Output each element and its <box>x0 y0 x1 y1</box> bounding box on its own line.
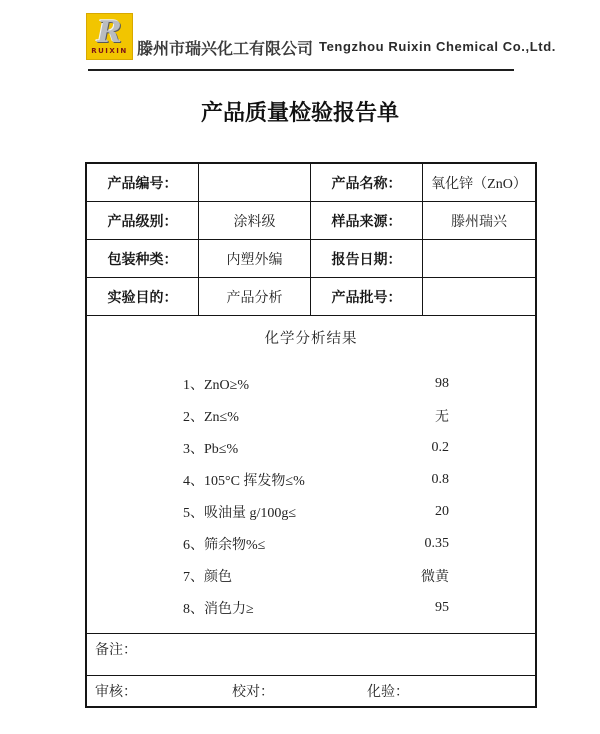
remark-label: 备注： <box>95 643 137 658</box>
company-logo <box>86 13 133 60</box>
value-report-date <box>423 240 535 278</box>
item-name: 7、颜色 <box>183 570 232 585</box>
label-report-date: 报告日期： <box>311 240 423 278</box>
analysis-item-zn <box>183 400 449 432</box>
analysis-section <box>87 316 535 634</box>
analysis-item-zno <box>183 368 449 400</box>
value-batch-number <box>423 278 535 316</box>
label-test-purpose: 实验目的： <box>87 278 199 316</box>
header-divider <box>88 69 514 71</box>
analysis-item-volatile <box>183 464 449 496</box>
item-value: 20 <box>435 504 449 519</box>
value-test-purpose: 产品分析 <box>199 278 311 316</box>
item-name: 1、ZnO≥% <box>183 378 250 393</box>
item-value: 0.2 <box>431 440 449 455</box>
signature-assay-label: 化验： <box>367 685 409 700</box>
analysis-item-decoloring-power <box>183 592 449 624</box>
analysis-section-title: 化学分析结果 <box>264 331 358 347</box>
value-package-type: 内塑外编 <box>199 240 311 278</box>
label-product-grade: 产品级别： <box>87 202 199 240</box>
analysis-item-oil-absorption <box>183 496 449 528</box>
report-table <box>85 162 537 708</box>
item-name: 3、Pb≤% <box>183 442 239 457</box>
label-sample-source: 样品来源： <box>311 202 423 240</box>
page-title: 产品质量检验报告单 <box>200 100 399 125</box>
item-value: 0.8 <box>431 472 449 487</box>
label-product-code: 产品编号： <box>87 164 199 202</box>
signature-review-label: 审核： <box>95 685 137 700</box>
item-value: 0.35 <box>424 536 449 551</box>
value-product-code <box>199 164 311 202</box>
item-name: 2、Zn≤% <box>183 410 239 425</box>
value-product-grade: 涂料级 <box>199 202 311 240</box>
remark-row <box>87 634 535 676</box>
label-package-type: 包装种类： <box>87 240 199 278</box>
item-value: 95 <box>435 600 449 615</box>
item-value: 无 <box>435 410 449 425</box>
logo-r-letter: R <box>97 14 122 50</box>
value-sample-source: 滕州瑞兴 <box>423 202 535 240</box>
item-name: 6、筛余物%≤ <box>183 538 266 553</box>
logo-brand-text: RUIXIN <box>91 46 128 55</box>
item-value: 微黄 <box>421 570 449 585</box>
analysis-item-pb <box>183 432 449 464</box>
company-name-english: Tengzhou Ruixin Chemical Co.,Ltd. <box>319 39 556 54</box>
item-name: 5、吸油量 g/100g≤ <box>183 506 297 521</box>
info-grid <box>87 164 535 316</box>
label-batch-number: 产品批号： <box>311 278 423 316</box>
signature-row <box>87 676 535 706</box>
label-product-name: 产品名称： <box>311 164 423 202</box>
analysis-item-color <box>183 560 449 592</box>
signature-proofread-label: 校对： <box>232 685 274 700</box>
company-name-chinese: 滕州市瑞兴化工有限公司 <box>137 41 314 58</box>
analysis-item-sieve-residue <box>183 528 449 560</box>
item-value: 98 <box>435 376 449 391</box>
item-name: 8、消色力≥ <box>183 602 254 617</box>
item-name: 4、105°C 挥发物≤% <box>183 474 305 489</box>
analysis-items <box>87 368 535 624</box>
value-product-name: 氧化锌（ZnO） <box>423 164 535 202</box>
